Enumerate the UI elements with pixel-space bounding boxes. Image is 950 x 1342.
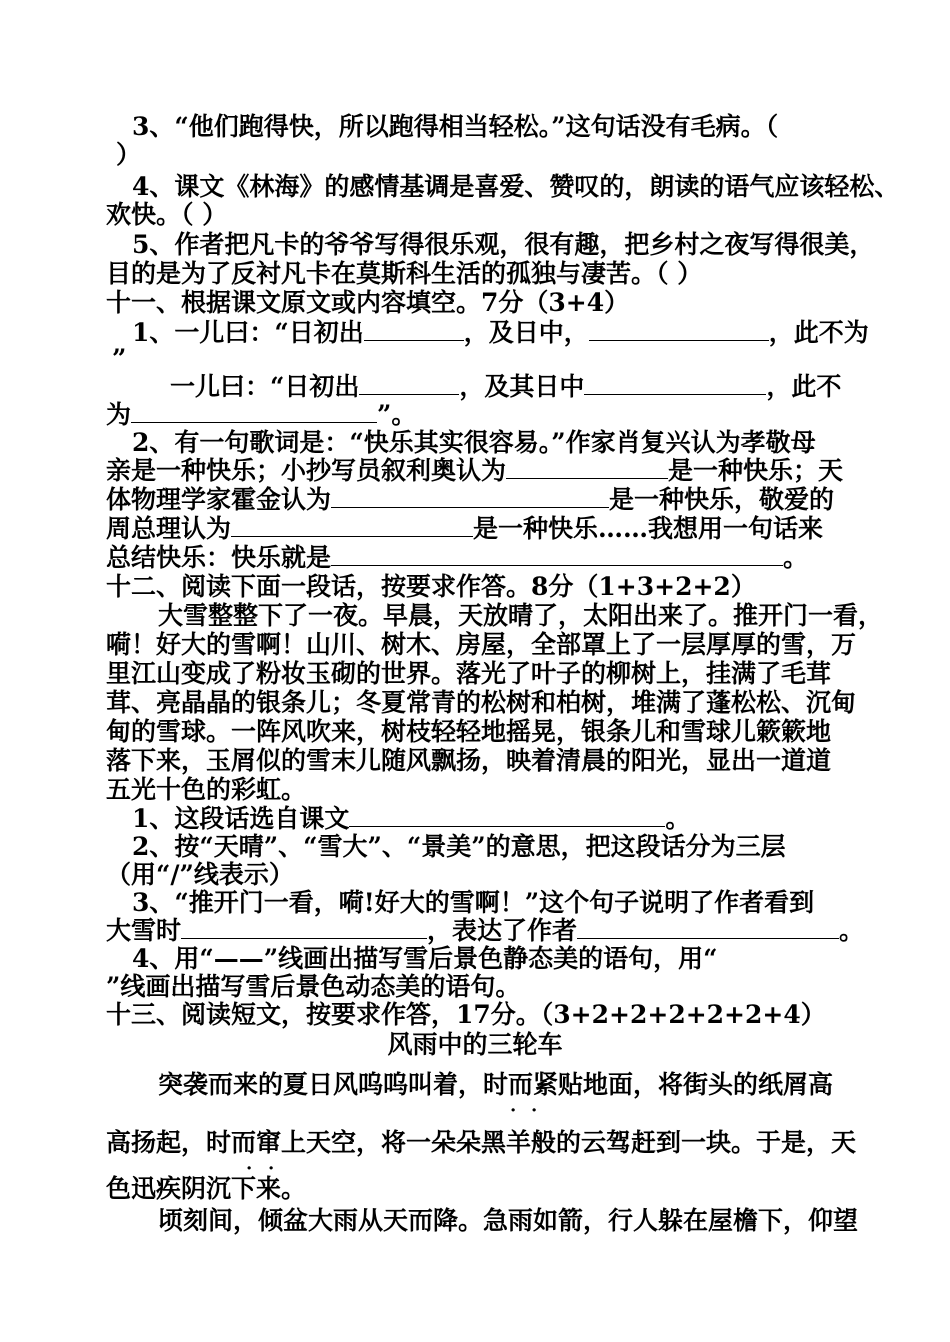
passage-line: 甸的雪球。一阵风吹来，树枝轻轻地摇晃，银条儿和雪球儿簌簌地 [106, 717, 832, 746]
blank[interactable] [584, 370, 766, 395]
reading-q3-line1: 3、“推开门一看，嗬!好大的雪啊！”这个句子说明了作者看到 [132, 888, 815, 917]
blank[interactable] [231, 512, 473, 537]
fill-1-line4: 为 ”。 [106, 400, 417, 429]
article-line: 突袭而来的夏日风呜呜叫着，时而紧贴地面，将街头的纸屑高 [158, 1070, 834, 1099]
blank[interactable] [181, 914, 427, 939]
question-3-line1: 3、“他们跑得快，所以跑得相当轻松。”这句话没有毛病。（ [132, 112, 779, 141]
fill-2-line2: 亲是一种快乐；小抄写员叙利奥认为 是一种快乐；天 [106, 456, 844, 485]
question-5-line1: 5、作者把凡卡的爷爷写得很乐观，很有趣，把乡村之夜写得很美， [132, 230, 875, 259]
reading-q1: 1、这段话选自课文 。 [132, 804, 691, 833]
reading-q2-line2: （用“/”线表示） [106, 860, 294, 889]
passage-line: 里江山变成了粉妆玉砌的世界。落光了叶子的柳树上，挂满了毛茸 [106, 659, 832, 688]
section-11-heading: 十一、根据课文原文或内容填空。7分（3+4） [106, 288, 630, 317]
section-13-heading: 十三、阅读短文，按要求作答，17分。（3+2+2+2+2+2+4） [106, 1000, 826, 1029]
passage-line: 嗬！好大的雪啊！山川、树木、房屋，全部罩上了一层厚厚的雪，万 [106, 630, 857, 659]
reading-q4-line2: ”线画出描写雪后景色动态美的语句。 [106, 972, 521, 1001]
article-line: 顷刻间，倾盆大雨从天而降。急雨如箭，行人躲在屋檐下，仰望 [158, 1206, 859, 1235]
blank[interactable] [359, 370, 459, 395]
question-5-line2: 目的是为了反衬凡卡在莫斯科生活的孤独与凄苦。（ ） [106, 259, 703, 288]
question-3-line2: ） [116, 140, 142, 169]
blank[interactable] [577, 914, 839, 939]
section-12-heading: 十二、阅读下面一段话，按要求作答。8分（1+3+2+2） [106, 572, 756, 601]
question-4-line1: 4、课文《林海》的感情基调是喜爱、赞叹的，朗读的语气应该轻松、 [132, 172, 900, 201]
passage-line: 落下来，玉屑似的雪末儿随风飘扬，映着清晨的阳光，显出一道道 [106, 746, 832, 775]
reading-q4-line1: 4、用“——”线画出描写雪后景色静态美的语句，用“ [132, 944, 718, 973]
fill-2-line5: 总结快乐：快乐就是 。 [106, 543, 809, 572]
fill-2-line4: 周总理认为 是一种快乐……我想用一句话来 [106, 514, 824, 543]
passage-line: 大雪整整下了一夜。早晨，天放晴了，太阳出来了。推开门一看， [158, 601, 884, 630]
fill-1-line2: ” [112, 344, 127, 373]
blank[interactable] [349, 802, 665, 827]
blank[interactable] [506, 454, 668, 479]
blank[interactable] [331, 483, 609, 508]
blank[interactable] [364, 316, 464, 341]
article-title: 风雨中的三轮车 [387, 1030, 563, 1059]
fill-1-line3: 一儿曰：“日初出 ，及其日中 ，此不 [170, 372, 842, 401]
fill-2-line3: 体物理学家霍金认为 是一种快乐，敬爱的 [106, 485, 835, 514]
question-4-line2: 欢快。（ ） [106, 200, 228, 229]
fill-2-line1: 2、有一句歌词是：“快乐其实很容易。”作家肖复兴认为孝敬母 [132, 428, 816, 457]
blank[interactable] [331, 541, 783, 566]
reading-q3-line2: 大雪时 ，表达了作者 。 [106, 916, 865, 945]
blank[interactable] [589, 316, 769, 341]
blank[interactable] [131, 398, 377, 423]
passage-line: 五光十色的彩虹。 [106, 775, 307, 804]
reading-q2-line1: 2、按“天晴”、“雪大”、“景美”的意思，把这段话分为三层 [132, 832, 786, 861]
article-line: 高扬起，时而窜上天空，将一朵朵黑羊般的云驾赶到一块。于是，天 [106, 1128, 857, 1157]
fill-1-line1: 1、一儿曰：“日初出 ，及日中， ，此不为 [132, 318, 869, 347]
exam-page: 3、“他们跑得快，所以跑得相当轻松。”这句话没有毛病。（ ） 4、课文《林海》的感情基调是喜爱、赞叹的，朗读的语气应该轻松、 欢快。（ ） 5、作者把凡卡的爷爷写得很乐观，很有趣，把乡村之夜写得很美， 目的是为了反衬凡卡在莫斯科生活的孤独与凄苦。（ ） 十一、根据课文原文或内容填空。7分（3+4） 1、一儿曰：“日初出 ，及日中， ，此不为 ” 一儿曰：“日初出 ，及其日中 ，此不 为 ”。 2、有一句歌词是：“快乐其实很容易。”作家肖复兴认为孝敬母 亲是一种快乐；小抄写员叙利奥认为 是一种快乐；天 体物理学家霍金认为 是一种快乐，敬爱的 周总理认为 是一种快乐……我想用一句话来 总结快乐：快乐就是 。 十二、阅读下面一段话，按要求作答。8分（1+3+2+2） 大雪整整下了一夜。早晨，天放晴了，太阳出来了。推开门一看， 嗬！好大的雪啊！山川、树木、房屋，全部罩上了一层厚厚的雪，万 里江山变成了粉妆玉砌的世界。落光了叶子的柳树上，挂满了毛茸 茸、亮晶晶的银条儿；冬夏常青的松树和柏树，堆满了蓬松松、沉甸 甸的雪球。一阵风吹来，树枝轻轻地摇晃，银条儿和雪球儿簌簌地 落下来，玉屑似的雪末儿随风飘扬，映着清晨的阳光，显出一道道 五光十色的彩虹。 1、这段话选自课文 。 2、按“天晴”、“雪大”、“景美”的意思，把这段话分为三层 （用“/”线表示） 3、“推开门一看，嗬!好大的雪啊！”这个句子说明了作者看到 大雪时 ，表达了作者 。 4、用“——”线画出描写雪后景色静态美的语句，用“ ”线画出描写雪后景色动态美的语句。 十三、阅读短文，按要求作答，17分。（3+2+2+2+2+2+4） 风雨中的三轮车 突袭而来的夏日风呜呜叫着，时而紧贴地面，将街头的纸屑高 高扬起，时而窜上天空，将一朵朵黑羊般的云驾赶到一块。于是，天 色迅疾阴沉下来。 顷刻间，倾盆大雨从天而降。急雨如箭，行人躲在屋檐下，仰望 · · · · [0, 0, 950, 1342]
passage-line: 茸、亮晶晶的银条儿；冬夏常青的松树和柏树，堆满了蓬松松、沉甸 [106, 688, 857, 717]
article-line: 色迅疾阴沉下来。 [106, 1174, 307, 1203]
